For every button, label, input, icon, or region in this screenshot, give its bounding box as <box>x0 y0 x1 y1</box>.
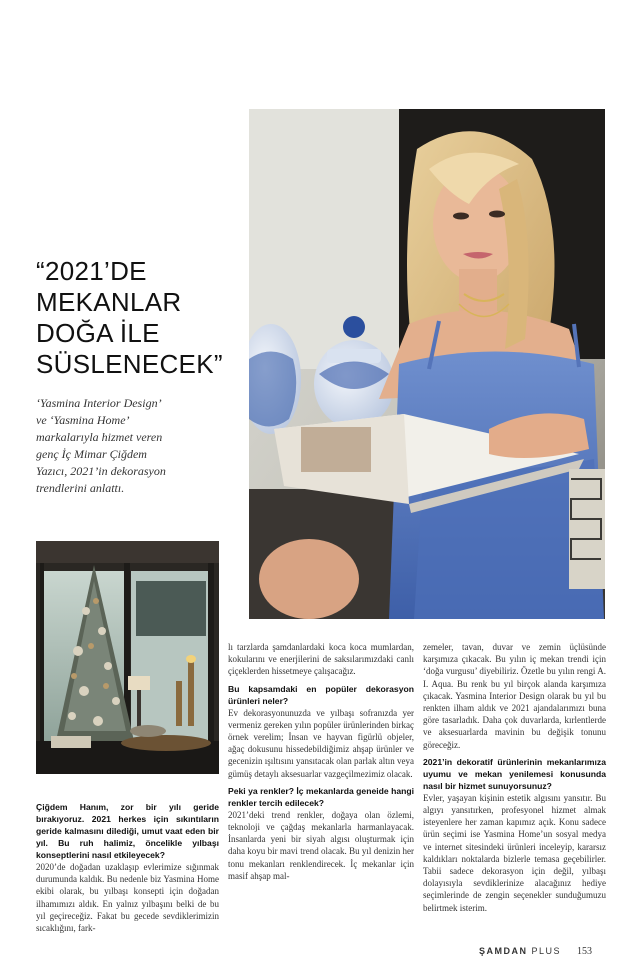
intro-line: ‘Yasmina Interior Design’ <box>36 396 162 410</box>
headline-line: SÜSLENECEK” <box>36 349 223 379</box>
magazine-brand-sub: PLUS <box>531 946 562 956</box>
article-intro <box>36 395 236 497</box>
article-column-1 <box>36 801 219 934</box>
article-headline <box>36 256 246 380</box>
article-column-3 <box>423 641 606 914</box>
interview-question: 2021’in dekoratif ürünlerinin mekanlarımıza uyumu ve mekan yenilemesi konusunda nasıl bir hizmet sunuyorsunuz? <box>423 756 606 791</box>
intro-line: Yazıcı, 2021’in dekorasyon <box>36 464 166 478</box>
intro-line: genç İç Mimar Çiğdem <box>36 447 147 461</box>
interview-question: Çiğdem Hanım, zor bir yılı geride bırakıyoruz. 2021 herkes için sıkıntıların geride kalmasını dilediği, umut vaat eden bir yıl. Bu ruh halimiz, öncelikle yılbaşı konseptlerini nasıl etkileyecek? <box>36 802 219 860</box>
interview-answer: Ev dekorasyonunuzda ve yılbaşı sofranızda yer vermeniz gereken yılın popüler ürünlerinden birkaç örnek verelim; İnsan ve hayvan figürlü objeler, ağaç dokusunu hissedebildiğimiz ahşap ürünler ve gecenizin ışıltısını yansıtacak olan parlak altın veya gümüş detaylı aksesuarlar vazgeçilmezimiz olacak. <box>228 707 414 779</box>
intro-line: trendlerini anlattı. <box>36 481 125 495</box>
intro-line: markalarıyla hizmet veren <box>36 430 163 444</box>
magazine-brand: ŞAMDAN <box>479 946 528 956</box>
christmas-tree-photo <box>36 541 219 774</box>
page-number: 153 <box>577 946 593 957</box>
interview-answer: zemeler, tavan, duvar ve zemin üçlüsünde karşımıza çıkacak. Bu yılın iç mekan trendi için ‘doğa vurgusu’ diyebiliriz. Özetle bu yılın rengi A. I. Aqua. Bu renk bu yıl birçok alanda karşımıza çıkacak. Yasmina Interior Design olarak bu yıl bu renkten ilham aldık ve 2021 ajandalarımızı buna göre tasarladık. Daha çok duvarlarda, kırlentlerde ve aksesuarlarda mavinin bu değişik tonunu göreceğiz. <box>423 642 606 750</box>
interview-answer: Evler, yaşayan kişinin estetik algısını yansıtır. Bu algıyı yansıtırken, profesyonel hizmet almak isteyenlere her zaman kapımız açık. Konu sadece ürün seçimi ise Yasmina Home’un sosyal medya ve internet sitesindeki ürünleri inceleyip, kararsız kaldıkları noktalarda bizlerle temasa geçebilirler. Tabii sadece dekorasyon için değil, yılbaşı dolayısıyla sevdiklerinize alacağınız hediye seçimlerinde de zengin seçenekler sunduğumuzu belirtmek isterim. <box>423 792 606 913</box>
headline-line: “2021’DE <box>36 256 147 286</box>
portrait-photo <box>249 109 605 619</box>
intro-line: ve ‘Yasmina Home’ <box>36 413 130 427</box>
interview-question: Bu kapsamdaki en popüler dekorasyon ürünleri neler? <box>228 683 414 706</box>
headline-line: MEKANLAR <box>36 287 182 317</box>
page-footer <box>479 946 609 957</box>
interview-answer: 2020’de doğadan uzaklaşıp evlerimize sığınmak durumunda kaldık. Bu nedenle biz Yasmina Home ekibi olarak, bu yılbaşı konsepti için doğadan ilhamımızı aldık. En yalnız yılbaşını belki de bu yıl geçireceğiz. Fakat bu gecede sevdiklerimizin sıcaklığını, fark- <box>36 862 219 934</box>
interview-answer: 2021’deki trend renkler, doğaya olan özlemi, teknoloji ve çağdaş mekanlarla harmanlayacak. İnsanlarda yeni bir siyah algısı oluşturmak için daha koyu bir mavi trend olacak. Bu yıl denizin her tonu mekanları renklendirecek. İç mekanlar için masif ahşap mal- <box>228 809 414 881</box>
headline-line: DOĞA İLE <box>36 318 160 348</box>
interview-question: Peki ya renkler? İç mekanlarda geneide hangi renkler tercih edilecek? <box>228 785 414 808</box>
article-column-2 <box>228 641 414 882</box>
interview-answer: lı tarzlarda şamdanlardaki koca koca mumlardan, kokularını ve enerjilerini de saksılarımızdaki canlı çiçeklerden hissetmeye çalışacağız. <box>228 642 414 677</box>
